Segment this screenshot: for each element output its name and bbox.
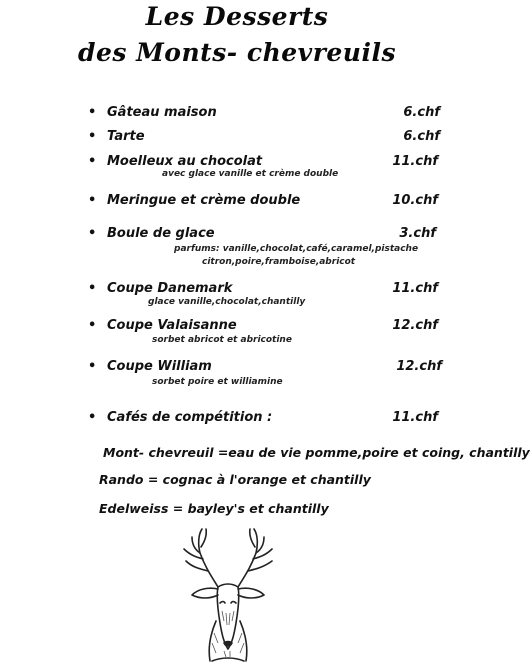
extra-edelweiss: Edelweiss = bayley's et chantilly — [99, 501, 329, 516]
item-price: 11.chf — [392, 281, 438, 296]
bullet-icon: • — [88, 193, 97, 208]
bullet-icon: • — [88, 318, 97, 333]
item-detail: parfums: vanille,chocolat,café,caramel,pistache — [174, 244, 419, 254]
deer-head-illustration — [178, 525, 278, 665]
item-price: 3.chf — [399, 226, 436, 241]
bullet-icon: • — [88, 281, 97, 296]
item-name: Cafés de compétition : — [107, 410, 273, 425]
item-detail: sorbet abricot et abricotine — [152, 335, 292, 345]
bullet-icon: • — [88, 226, 97, 241]
bullet-icon: • — [88, 105, 97, 120]
title-line-2: des Monts- chevreuils — [77, 38, 397, 67]
item-detail: sorbet poire et williamine — [152, 377, 283, 387]
item-name: Moelleux au chocolat — [107, 154, 263, 169]
bullet-icon: • — [88, 359, 97, 374]
item-detail: avec glace vanille et crème double — [162, 169, 339, 179]
item-price: 12.chf — [396, 359, 442, 374]
bullet-icon: • — [88, 154, 97, 169]
item-price: 10.chf — [392, 193, 438, 208]
item-price: 6.chf — [403, 105, 440, 120]
item-price: 12.chf — [392, 318, 438, 333]
item-price: 11.chf — [392, 410, 438, 425]
item-name: Coupe Valaisanne — [107, 318, 237, 333]
item-price: 6.chf — [403, 129, 440, 144]
item-detail: glace vanille,chocolat,chantilly — [148, 297, 306, 307]
extra-mont-chevreuil: Mont- chevreuil =eau de vie pomme,poire et coing, chantilly — [103, 445, 530, 460]
item-price: 11.chf — [392, 154, 438, 169]
item-detail: citron,poire,framboise,abricot — [202, 257, 356, 267]
item-name: Tarte — [107, 129, 145, 144]
item-name: Boule de glace — [107, 226, 215, 241]
item-name: Meringue et crème double — [107, 193, 301, 208]
title-line-1: Les Desserts — [145, 2, 329, 31]
item-name: Gâteau maison — [107, 105, 217, 120]
bullet-icon: • — [88, 129, 97, 144]
item-name: Coupe Danemark — [107, 281, 233, 296]
extra-rando: Rando = cognac à l'orange et chantilly — [99, 472, 371, 487]
item-name: Coupe William — [107, 359, 212, 374]
bullet-icon: • — [88, 410, 97, 425]
